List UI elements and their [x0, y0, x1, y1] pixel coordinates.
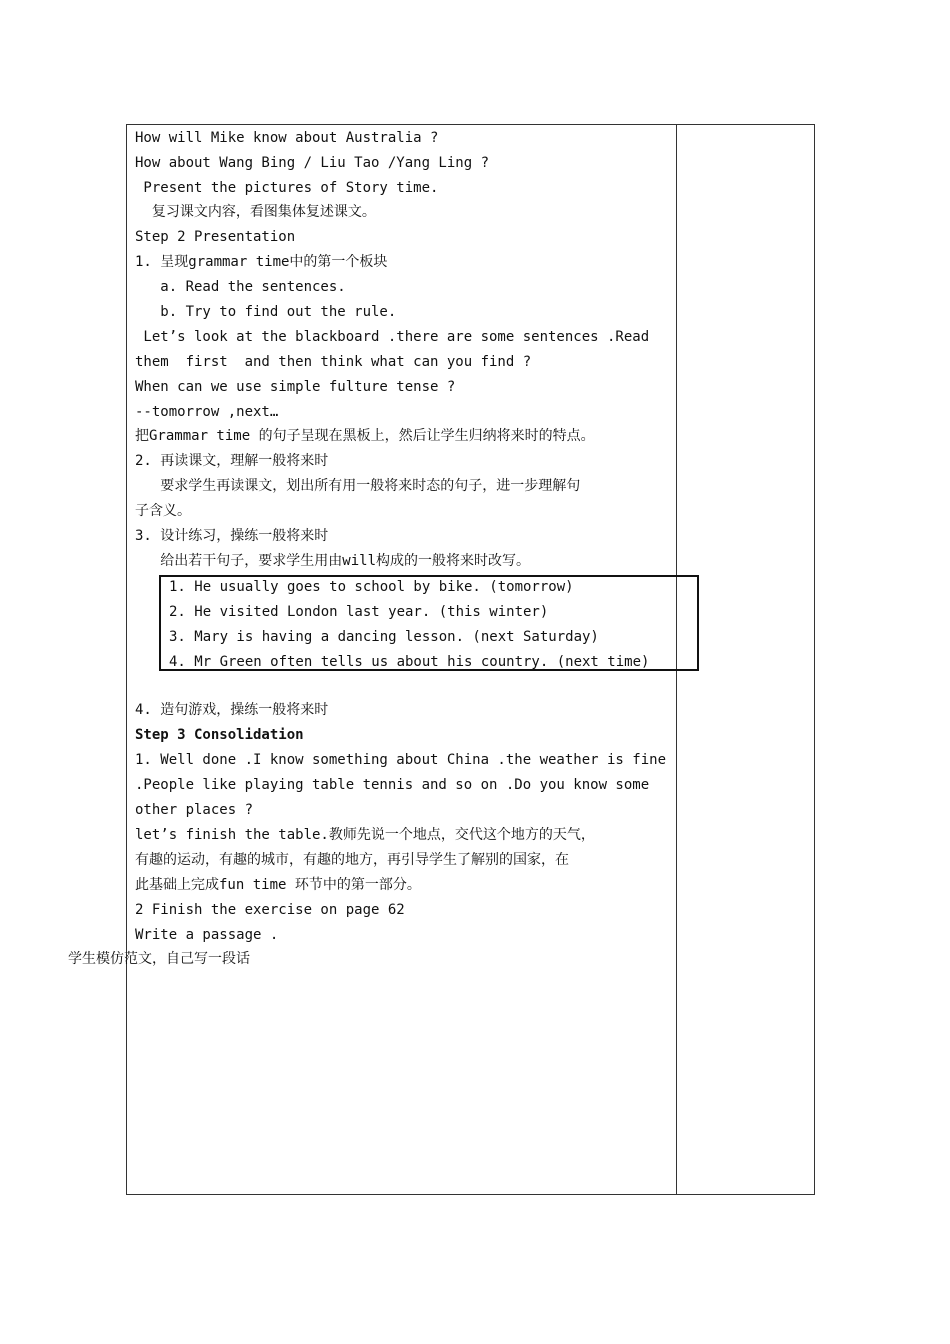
- text-line: Let’s look at the blackboard .there are some sentences .Read: [135, 329, 650, 345]
- text-line: How will Mike know about Australia ?: [135, 130, 439, 146]
- text-line: 2 Finish the exercise on page 62: [135, 902, 405, 918]
- text-line: a. Read the sentences.: [135, 279, 346, 295]
- text-line: 复习课文内容，看图集体复述课文。: [135, 204, 376, 220]
- text-line: 要求学生再读课文，划出所有用一般将来时态的句子，进一步理解句: [135, 478, 581, 494]
- text-line: Write a passage .: [135, 927, 279, 943]
- text-line: Present the pictures of Story time.: [135, 180, 439, 196]
- text-line: other places ?: [135, 802, 254, 818]
- exercise-item: 2. He visited London last year. (this winter): [169, 604, 549, 620]
- text-line: 1. 呈现grammar time中的第一个板块: [135, 254, 388, 270]
- text-line: 1. Well done .I know something about China .the weather is fine: [135, 752, 667, 768]
- text-line: them first and then think what can you find ?: [135, 354, 532, 370]
- text-line: 学生模仿范文，自己写一段话: [68, 951, 250, 967]
- step-heading: Step 2 Presentation: [135, 229, 296, 245]
- text-line: b. Try to find out the rule.: [135, 304, 397, 320]
- text-line: --tomorrow ,next…: [135, 404, 279, 420]
- text-line: 把Grammar time 的句子呈现在黑板上，然后让学生归纳将来时的特点。: [135, 428, 595, 444]
- step-heading: Step 3 Consolidation: [135, 727, 304, 743]
- text-line: 子含义。: [135, 503, 191, 519]
- text-line: let’s finish the table.教师先说一个地点，交代这个地方的天气，: [135, 827, 595, 843]
- text-line: 给出若干句子，要求学生用由will构成的一般将来时改写。: [135, 553, 530, 569]
- text-line: How about Wang Bing / Liu Tao /Yang Ling ?: [135, 155, 490, 171]
- text-line: 4. 造句游戏，操练一般将来时: [135, 702, 329, 718]
- text-line: When can we use simple fulture tense ?: [135, 379, 456, 395]
- exercise-item: 4. Mr Green often tells us about his country. (next time): [169, 654, 650, 670]
- text-line: .People like playing table tennis and so on .Do you know some: [135, 777, 650, 793]
- exercise-box: [159, 575, 699, 671]
- text-line: 此基础上完成fun time 环节中的第一部分。: [135, 877, 421, 893]
- text-line: 有趣的运动，有趣的城市，有趣的地方，再引导学生了解别的国家，在: [135, 852, 569, 868]
- text-line: 3. 设计练习，操练一般将来时: [135, 528, 329, 544]
- exercise-item: 1. He usually goes to school by bike. (tomorrow): [169, 579, 574, 595]
- exercise-item: 3. Mary is having a dancing lesson. (next Saturday): [169, 629, 599, 645]
- text-line: 2. 再读课文，理解一般将来时: [135, 453, 329, 469]
